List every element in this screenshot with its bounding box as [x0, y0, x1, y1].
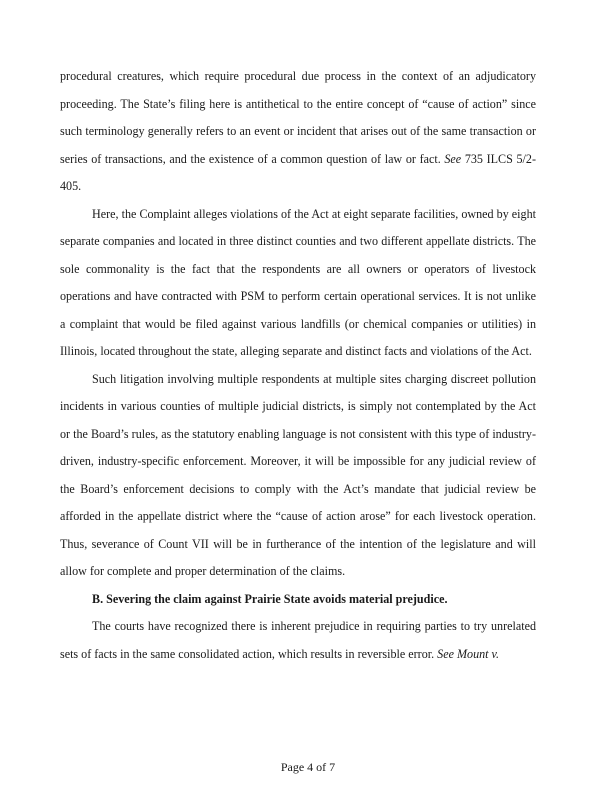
footer-page-label: Page	[280, 760, 308, 774]
section-heading-b: B. Severing the claim against Prairie State avoids material prejudice.	[92, 591, 448, 606]
case-citation: See Mount v.	[437, 646, 500, 661]
footer-page-number: 4	[307, 760, 314, 774]
paragraph-4-text: The courts have recognized there is inherent prejudice in requiring parties to try unrelated sets of facts in the same consolidated action, which results in reversible error.	[60, 619, 536, 661]
footer-total-pages: 7	[329, 760, 336, 774]
paragraph-complaint-allegations: Here, the Complaint alleges violations of the Act at eight separate facilities, owned by eight separate companies and located in three distinct counties and two different appellate districts. The sole commonality is the fact that the respondents are all owners or operators of livestock operations and have contracted with PSM to perform certain operational services. It is not unlike a complaint that would be filed against various landfills (or chemical companies or utilities) in Illinois, located throughout the state, alleging separate and distinct facts and violations of the Act.	[60, 206, 536, 358]
paragraph-litigation-contemplation: Such litigation involving multiple respondents at multiple sites charging discreet pollution incidents in various counties of multiple judicial districts, is simply not contemplated by the Act or the Board’s rules, as the statutory enabling language is not consistent with this type of industry-driven, industry-specific enforcement. Moreover, it will be impossible for any judicial review of the Board’s enforcement decisions to comply with the Act’s mandate that judicial review be afforded in the appellate district where the “cause of action arose” for each livestock operation. Thus, severance of Count VII will be in furtherance of the intention of the legislature and will allow for complete and proper determination of the claims.	[60, 371, 536, 578]
page-footer	[0, 760, 616, 774]
citation-signal: See	[444, 151, 462, 166]
paragraph-1-text: procedural creatures, which require procedural due process in the context of an adjudicatory proceeding. The State’s filing here is antithetical to the entire concept of “cause of action” since such terminology generally refers to an event or incident that arises out of the same transaction or series of transactions, and the existence of a common question of law or fact.	[60, 69, 536, 166]
footer-of-label: of	[313, 760, 330, 774]
document-body	[60, 63, 536, 668]
paragraph-inherent-prejudice	[60, 613, 536, 668]
statute-citation: 735 ILCS 5/2-405.	[60, 151, 536, 193]
paragraph-procedural-creatures	[60, 63, 536, 201]
